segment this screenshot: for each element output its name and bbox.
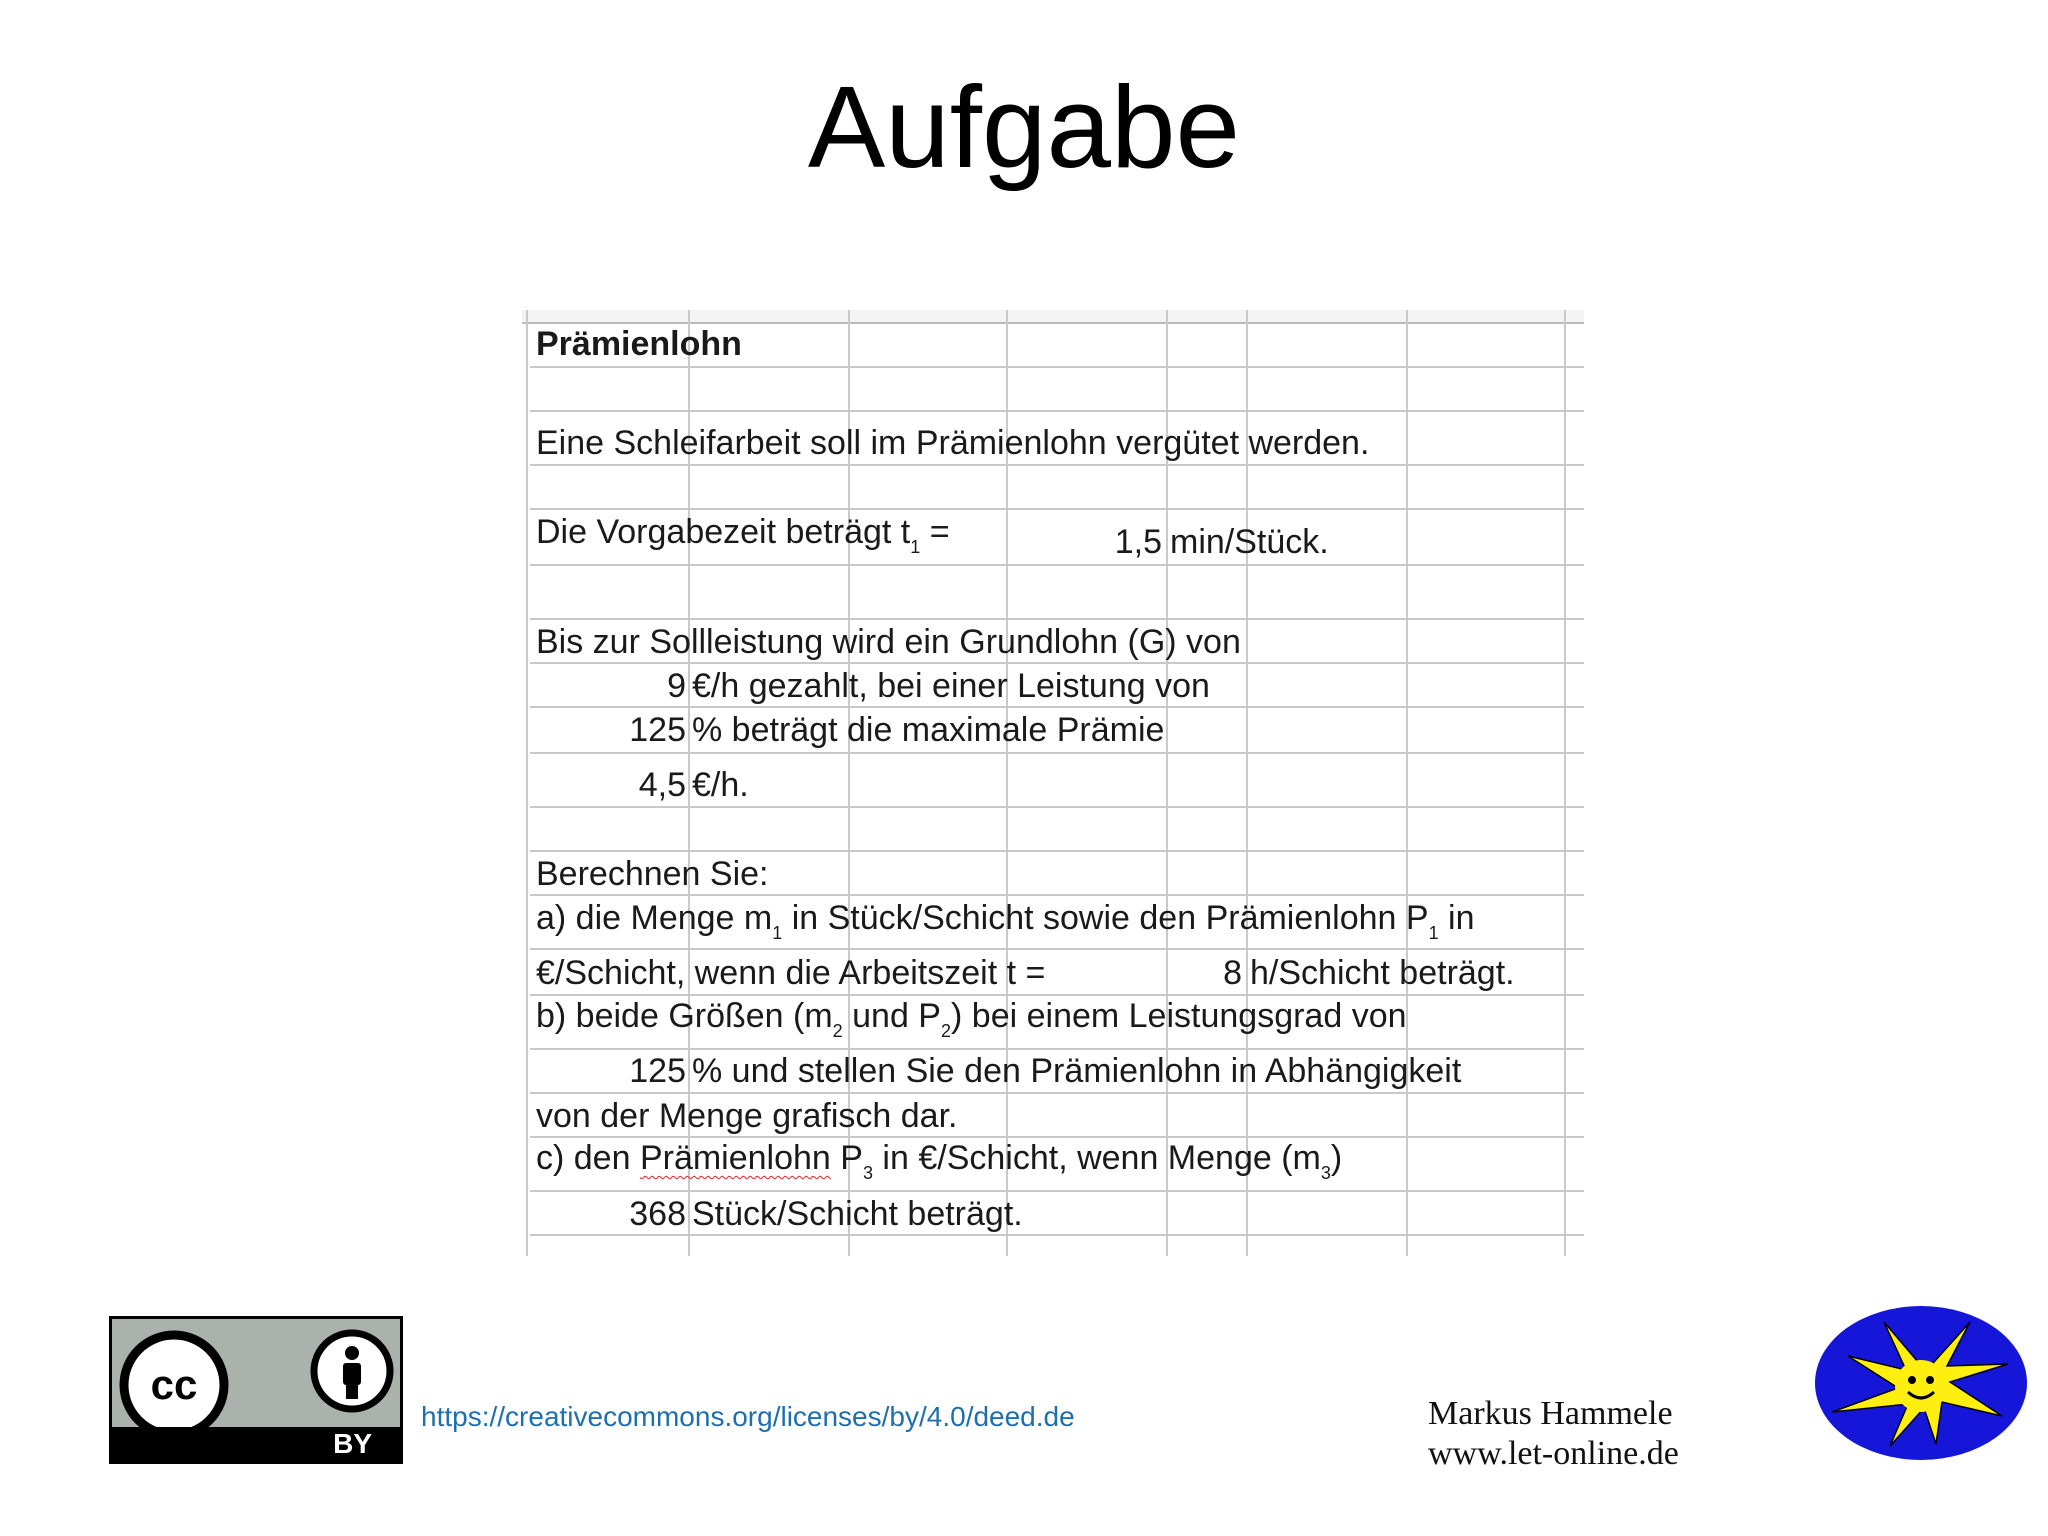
grid-column-line	[1564, 310, 1566, 1256]
menge-unit: Stück/Schicht beträgt.	[692, 1195, 1023, 1233]
arbeitszeit-value: 8	[1223, 954, 1242, 992]
leistungsgrad-value: 125	[629, 1052, 686, 1090]
license-link[interactable]: https://creativecommons.org/licenses/by/4.0/deed.de	[421, 1401, 1075, 1432]
spreadsheet-excerpt	[522, 310, 1584, 1256]
intro-text: Eine Schleifarbeit soll im Prämienlohn vergütet werden.	[536, 424, 1370, 462]
grid-row-line	[530, 806, 1584, 808]
vorgabe-unit: min/Stück.	[1170, 523, 1329, 561]
grid-row-line	[530, 1092, 1584, 1094]
leistung-value: 125	[629, 711, 686, 749]
grid-row-line	[530, 706, 1584, 708]
berechnen-label: Berechnen Sie:	[536, 855, 769, 893]
grundlohn-value: 9	[667, 667, 686, 705]
praemie-value: 4,5	[638, 766, 686, 804]
grid-row-line	[530, 850, 1584, 852]
grid-row-line	[530, 1234, 1584, 1236]
grid-row-line	[530, 464, 1584, 466]
task-b-line3: von der Menge grafisch dar.	[536, 1097, 958, 1135]
author-name: Markus Hammele	[1428, 1395, 1673, 1432]
grid-row-line	[530, 752, 1584, 754]
svg-text:cc: cc	[150, 1361, 198, 1408]
task-c-line1: c) den Prämienlohn $P_3$ in €/Schicht, wenn Menge $(m_3)$	[536, 1139, 1343, 1183]
task-b-line2: % und stellen Sie den Prämienlohn in Abhängigkeit	[692, 1052, 1462, 1090]
vorgabe-label: Die Vorgabezeit beträgt $t_1$ =	[536, 513, 950, 557]
grundlohn-text: €/h gezahlt, bei einer Leistung von	[692, 667, 1210, 705]
grid-row-line	[530, 1190, 1584, 1192]
author-website[interactable]: www.let-online.de	[1428, 1435, 1679, 1472]
vorgabe-value: 1,5	[1114, 523, 1162, 561]
grid-row-line	[530, 508, 1584, 510]
task-b-line1: b) beide Größen ($m_2$ und $P_2$) bei einem Leistungsgrad von	[536, 997, 1407, 1041]
grid-row-line	[530, 618, 1584, 620]
author-block	[1428, 1394, 1679, 1474]
cc-by-label: BY	[333, 1428, 372, 1459]
praemie-unit: €/h.	[692, 766, 749, 804]
cc-by-badge-icon[interactable]	[109, 1316, 403, 1464]
grid-column-line	[1406, 310, 1408, 1256]
grid-row-line	[530, 1048, 1584, 1050]
grid-row-line	[530, 564, 1584, 566]
grid-column-line	[526, 310, 528, 1256]
grid-row-line	[530, 366, 1584, 368]
grid-row-line	[530, 410, 1584, 412]
grid-row-line	[530, 894, 1584, 896]
slide-title: Aufgabe	[807, 62, 1241, 192]
task-a-line2: €/Schicht, wenn die Arbeitszeit t =	[536, 954, 1046, 992]
sheet-heading: Prämienlohn	[536, 325, 742, 363]
grid-row-line	[530, 948, 1584, 950]
sun-logo-icon	[1812, 1304, 2030, 1462]
column-header-strip	[522, 310, 1584, 324]
arbeitszeit-unit: h/Schicht beträgt.	[1250, 954, 1515, 992]
grundlohn-line: Bis zur Sollleistung wird ein Grundlohn (G) von	[536, 623, 1241, 661]
task-a-line1: a) die Menge $m_1$ in Stück/Schicht sowie den Prämienlohn $P_1$ in	[536, 899, 1475, 943]
menge-value: 368	[629, 1195, 686, 1233]
grid-row-line	[530, 662, 1584, 664]
leistung-text: % beträgt die maximale Prämie	[692, 711, 1165, 749]
